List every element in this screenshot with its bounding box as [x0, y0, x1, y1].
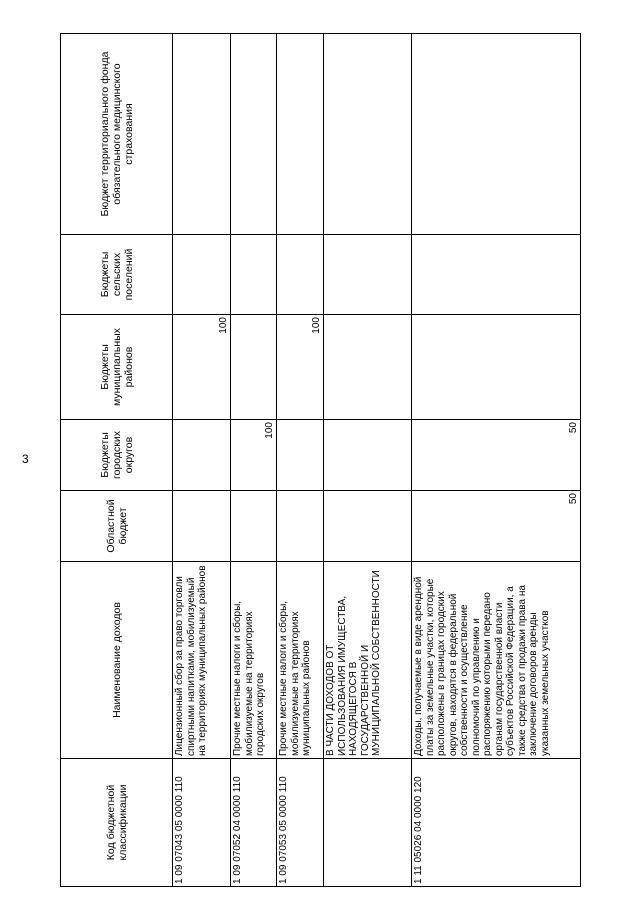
header-gorod: Бюджеты городских округов — [61, 420, 173, 491]
table-row — [173, 34, 231, 887]
row-code: 1 09 07052 04 0000 110 — [231, 759, 277, 887]
row-code: 1 09 07043 05 0000 110 — [173, 759, 231, 887]
row-name: В ЧАСТИ ДОХОДОВ ОТ ИСПОЛЬЗОВАНИЯ ИМУЩЕСТВА, НАХОДЯЩЕГОСЯ В ГОСУДАРСТВЕННОЙ И МУНИЦИПАЛЬНОЙ СОБСТВЕННОСТИ — [324, 562, 412, 759]
rotated-table-container — [60, 34, 580, 887]
row-sel — [277, 235, 324, 315]
row-mun: 100 — [277, 315, 324, 420]
row-gorod — [173, 420, 231, 491]
row-fond — [412, 34, 581, 235]
row-gorod — [277, 420, 324, 491]
row-name: Прочие местные налоги и сборы, мобилизуемые на территориях городских округов — [231, 562, 277, 759]
row-oblast — [277, 491, 324, 562]
table-row — [324, 34, 412, 887]
row-gorod — [324, 420, 412, 491]
row-gorod: 100 — [231, 420, 277, 491]
row-mun — [412, 315, 581, 420]
row-fond — [324, 34, 412, 235]
table-header-row — [61, 34, 173, 887]
table-row — [231, 34, 277, 887]
row-name: Доходы, получаемые в виде арендной платы за земельные участки, которые расположены в границах городских округов, находятся в федеральной собственности и осуществление полномочий по управлению и распоряжению которыми передано органам государственной власти субъектов Российской Федерации, а также средства от продажи права на заключение договоров аренды указанных земельных участков — [412, 562, 581, 759]
row-oblast — [231, 491, 277, 562]
row-fond — [231, 34, 277, 235]
row-mun — [231, 315, 277, 420]
header-mun: Бюджеты муниципальных районов — [61, 315, 173, 420]
row-name: Прочие местные налоги и сборы, мобилизуемые на территориях муниципальных районов — [277, 562, 324, 759]
row-sel — [173, 235, 231, 315]
row-fond — [277, 34, 324, 235]
row-name: Лицензионный сбор за право торговли спиртными напитками, мобилизуемый на территориях муниципальных районов — [173, 562, 231, 759]
header-fond: Бюджет территориального фонда обязательного медицинского страхования — [61, 34, 173, 235]
row-fond — [173, 34, 231, 235]
header-oblast: Областной бюджет — [61, 491, 173, 562]
row-code: 1 11 05026 04 0000 120 — [412, 759, 581, 887]
row-mun: 100 — [173, 315, 231, 420]
row-oblast — [173, 491, 231, 562]
income-distribution-table — [60, 33, 581, 887]
row-sel — [231, 235, 277, 315]
row-sel — [412, 235, 581, 315]
row-mun — [324, 315, 412, 420]
header-sel: Бюджеты сельских поселений — [61, 235, 173, 315]
row-oblast: 50 — [412, 491, 581, 562]
header-code: Код бюджетной классификации — [61, 759, 173, 887]
table-row — [277, 34, 324, 887]
row-sel — [324, 235, 412, 315]
row-code — [324, 759, 412, 887]
row-code: 1 09 07053 05 0000 110 — [277, 759, 324, 887]
page-number: 3 — [22, 452, 29, 466]
row-oblast — [324, 491, 412, 562]
table-row — [412, 34, 581, 887]
row-gorod: 50 — [412, 420, 581, 491]
header-name: Наименование доходов — [61, 562, 173, 759]
